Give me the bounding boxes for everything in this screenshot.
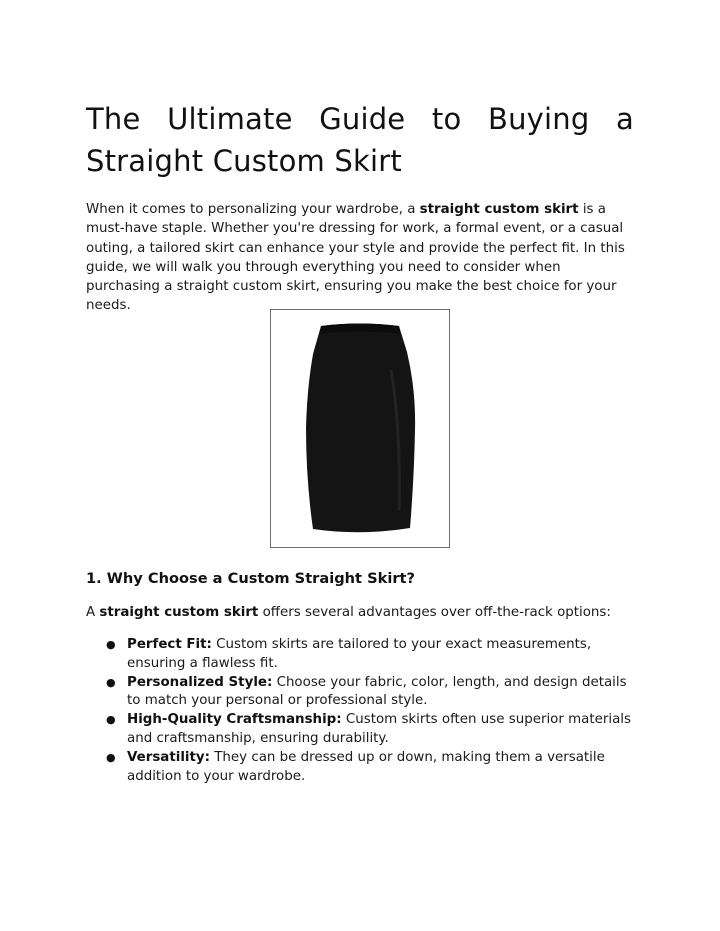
list-item-term: Perfect Fit: [127,637,212,652]
list-item [86,711,638,749]
list-item-term: Personalized Style: [127,674,273,690]
list-item [86,674,638,712]
list-item-term: High-Quality Craftsmanship: [127,712,342,728]
list-item-term: Versatility: [127,749,210,765]
bullet-icon: ● [106,675,116,689]
intro-text-end: is a must-have staple. Whether you're dressing for work, a formal event, or a casual outing, a tailored skirt can enhance your style and provide the perfect fit. In this guide, we will walk you through everything you need to consider when purchasing a straight custom skirt, ensuring you make the best choice for your needs. [86,202,625,314]
bullet-icon: ● [106,638,116,651]
section-heading: 1. Why Choose a Custom Straight Skirt? [86,570,415,587]
list-item-text: Custom skirts often use superior materials and craftsmanship, ensuring durability. [127,712,631,746]
title-word: Guide [319,102,406,136]
black-pencil-skirt-icon [271,310,449,547]
bullet-icon: ● [106,750,116,764]
title-line-2: Straight Custom Skirt [86,144,402,178]
intro-keyword: straight custom skirt [419,202,579,217]
list-item [86,749,638,787]
intro-text-start: When it comes to personalizing your wardrobe, a [86,202,420,217]
lead-keyword: straight custom skirt [99,605,259,620]
list-item [86,636,638,674]
list-item-text: They can be dressed up or down, making them a versatile addition to your wardrobe. [127,749,605,784]
page-title [86,98,634,182]
intro-paragraph [86,200,638,316]
section-lead [86,603,611,622]
title-word: to [431,102,462,136]
title-word: a [616,102,634,136]
title-word: The [86,102,141,136]
advantages-list [86,636,638,786]
title-line-1 [86,98,634,140]
bullet-icon: ● [106,713,116,727]
title-word: Buying [487,102,590,136]
skirt-image [270,309,450,548]
title-word: Ultimate [167,102,293,136]
list-item-text: Choose your fabric, color, length, and design details to match your personal or professional style. [127,674,627,709]
list-item-text: Custom skirts are tailored to your exact measurements, ensuring a flawless fit. [127,637,592,671]
lead-prefix: A [86,605,100,620]
lead-suffix: offers several advantages over off-the-rack options: [258,605,611,620]
